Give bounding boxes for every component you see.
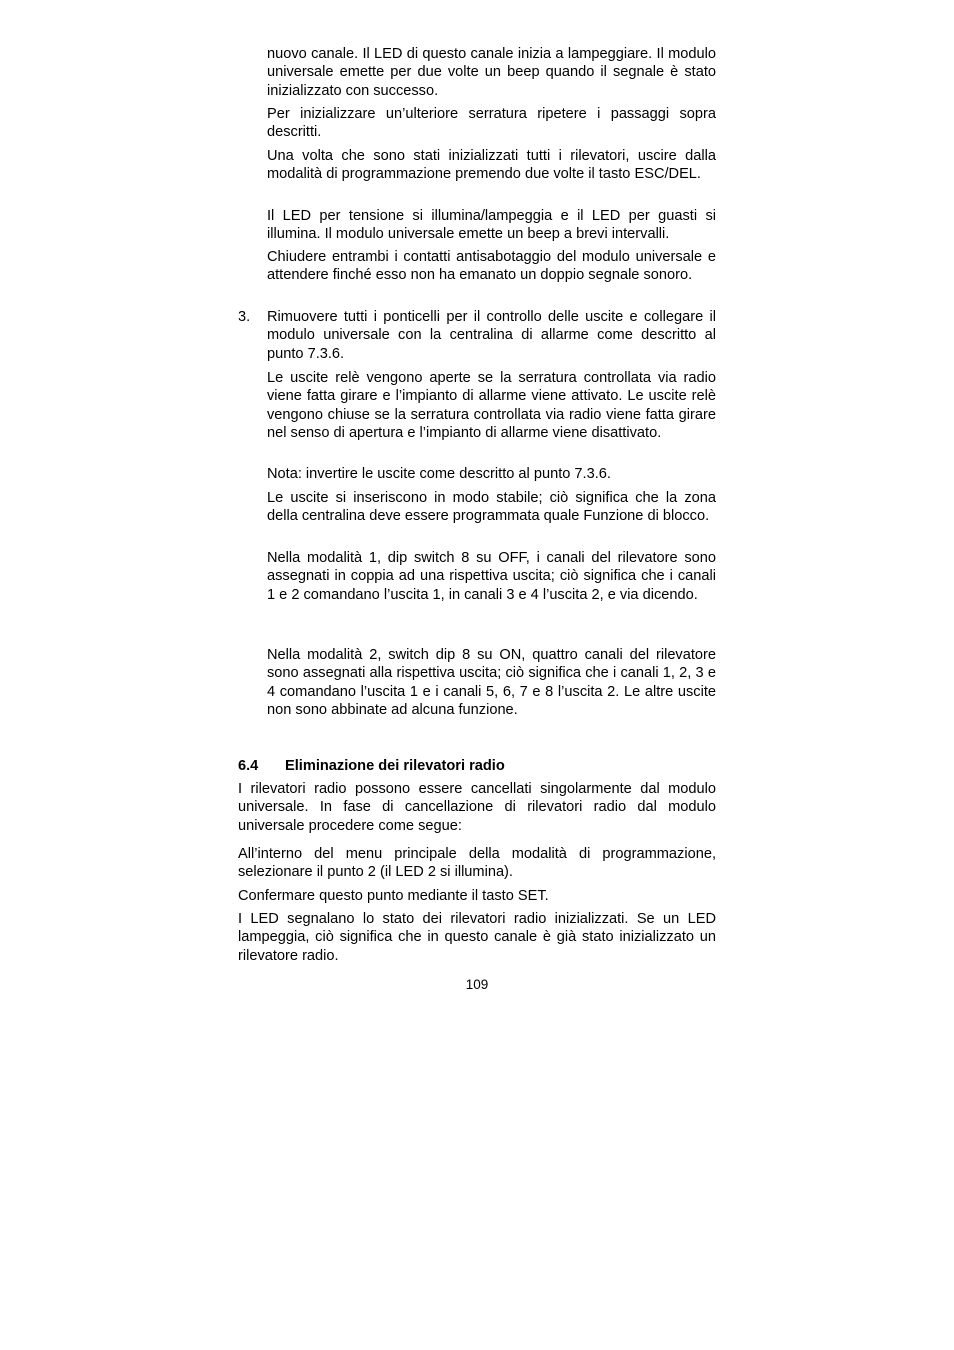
paragraph-delete-intro: I rilevatori radio possono essere cancellati singolarmente dal modulo universale. In fase di cancellazione di rilevatori radio dal modulo universale procedere come segue: (238, 781, 716, 834)
page-number: 109 (465, 977, 489, 992)
paragraph-mode-2: Nella modalità 2, switch dip 8 su ON, quattro canali del rilevatore sono assegnati alla rispettiva uscita; ciò significa che i canali 1, 2, 3 e 4 comandano l’uscita 1 e i canali 5, 6, 7 e 8 l’uscita 2. Le altre uscite non sono abbinate ad alcuna funzione. (267, 647, 716, 719)
paragraph-stable-outputs: Le uscite si inseriscono in modo stabile; ciò significa che la zona della centralina deve essere programmata quale Funzione di blocco. (267, 490, 716, 525)
paragraph-new-channel: nuovo canale. Il LED di questo canale inizia a lampeggiare. Il modulo universale emette per due volte un beep quando il segnale è stato inizializzato con successo. (267, 46, 716, 99)
section-title: Eliminazione dei rilevatori radio (285, 758, 505, 774)
paragraph-led-status: Il LED per tensione si illumina/lampeggia e il LED per guasti si illumina. Il modulo universale emette un beep a brevi intervalli. (267, 208, 716, 243)
paragraph-exit-programming: Una volta che sono stati inizializzati tutti i rilevatori, uscire dalla modalità di programmazione premendo due volte il tasto ESC/DEL. (267, 148, 716, 183)
paragraph-mode-1: Nella modalità 1, dip switch 8 su OFF, i canali del rilevatore sono assegnati in coppia ad una rispettiva uscita; ciò significa che i canali 1 e 2 comandano l’uscita 1, in canali 3 e 4 l’uscita 2, e via dicendo. (267, 550, 716, 603)
paragraph-main-menu: All’interno del menu principale della modalità di programmazione, selezionare il punto 2 (il LED 2 si illumina). (238, 846, 716, 881)
paragraph-note: Nota: invertire le uscite come descritto al punto 7.3.6. (267, 466, 611, 482)
paragraph-confirm-set: Confermare questo punto mediante il tasto SET. (238, 888, 549, 904)
paragraph-tamper-contacts: Chiudere entrambi i contatti antisabotaggio del modulo universale e attendere finché esso non ha emanato un doppio segnale sonoro. (267, 249, 716, 284)
paragraph-led-signals: I LED segnalano lo stato dei rilevatori radio inizializzati. Se un LED lampeggia, ciò significa che in questo canale è già stato inizializzato un rilevatore radio. (238, 911, 716, 964)
step-number: 3. (238, 309, 251, 325)
step-3-text: Rimuovere tutti i ponticelli per il controllo delle uscite e collegare il modulo universale con la centralina di allarme come descritto al punto 7.3.6. (267, 309, 716, 362)
paragraph-relay-outputs: Le uscite relè vengono aperte se la serratura controllata via radio viene fatta girare e l’impianto di allarme viene attivato. Le uscite relè vengono chiuse se la serratura controllata via radio viene fatta girare nel senso di apertura e l’impianto di allarme viene disattivato. (267, 370, 716, 442)
section-number: 6.4 (238, 758, 259, 774)
paragraph-repeat-steps: Per inizializzare un’ulteriore serratura ripetere i passaggi sopra descritti. (267, 106, 716, 141)
